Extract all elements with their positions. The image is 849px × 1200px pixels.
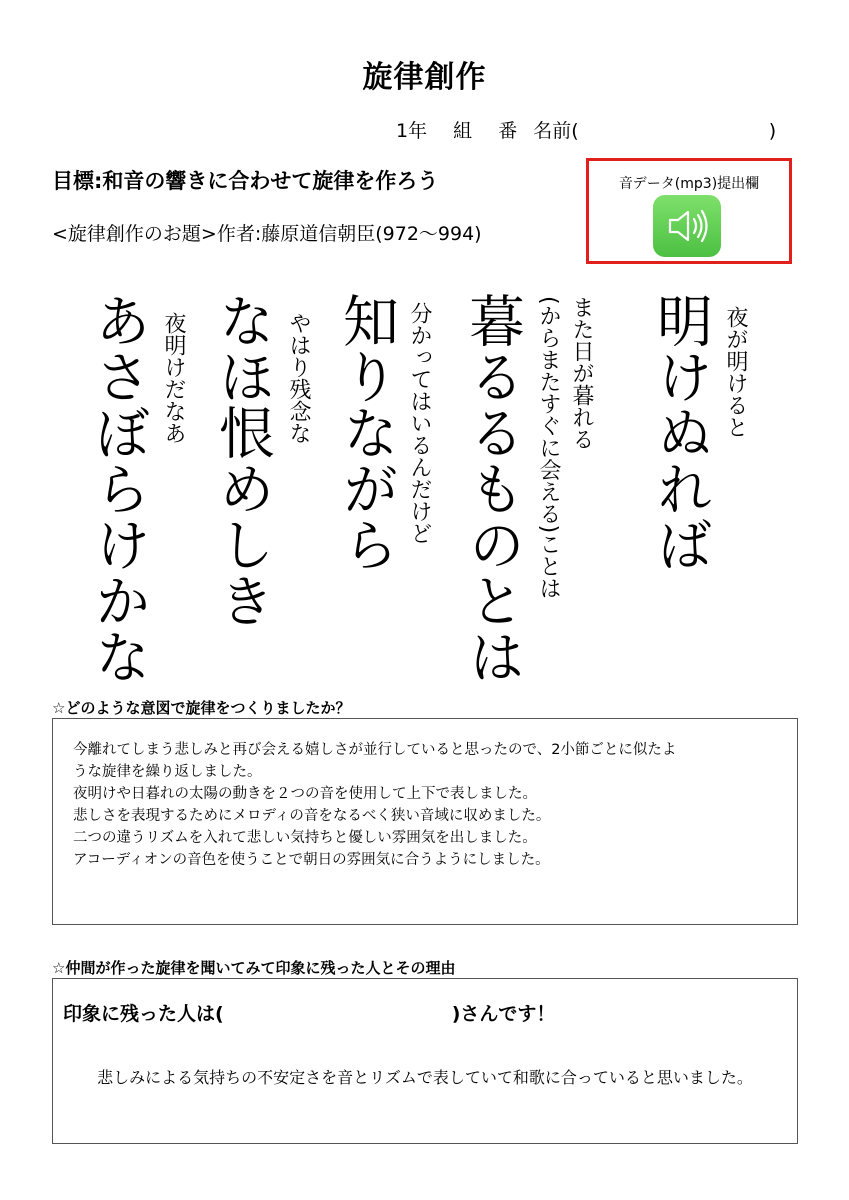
intent-answer-text — [73, 739, 781, 871]
intent-line: うな旋律を繰り返しました。 — [73, 764, 262, 780]
poem-verse-4: なほ恨めしき — [210, 292, 275, 628]
intent-line: 夜明けや日暮れの太陽の動きを２つの音を使用して上下で表しました。 — [73, 786, 537, 802]
page-title: 旋律創作 — [362, 60, 487, 95]
number-label: 番 — [498, 120, 518, 142]
intent-line: 今離れてしまう悲しみと再び会える嬉しさが並行していると思ったので、2小節ごとに似たよ — [73, 742, 677, 758]
poem-gloss-3: (からまたすぐに会える)ことは — [536, 296, 561, 600]
peer-reason-text: 悲しみによる気持ちの不安定さを音とリズムで表していて和歌に合っていると思いました。 — [97, 1068, 753, 1087]
speaker-icon — [664, 206, 710, 246]
audio-play-button[interactable] — [653, 195, 721, 257]
audio-label: 音データ(mp3)提出欄 — [618, 176, 760, 192]
poem-gloss-6: 夜明けだなあ — [161, 312, 186, 444]
poem-gloss-5: やはり残念な — [286, 312, 311, 444]
poem-verse-2: 暮るるものとは — [460, 292, 525, 684]
poem-gloss-1: 夜が明けると — [723, 306, 748, 438]
intent-answer-box[interactable] — [52, 718, 798, 925]
impress-line — [63, 999, 555, 1026]
poem-gloss-2: また日が暮れる — [569, 296, 594, 450]
peer-question: ☆仲間が作った旋律を聞いてみて印象に残った人とその理由 — [52, 959, 456, 977]
poem-verse-1: 明けぬれば — [648, 292, 713, 572]
class-label: 組 — [453, 120, 473, 142]
peer-answer-box[interactable] — [52, 978, 798, 1144]
intent-line: 悲しさを表現するためにメロディの音をなるべく狭い音域に収めました。 — [73, 808, 551, 824]
goal-text: 目標:和音の響きに合わせて旋律を作ろう — [52, 169, 439, 193]
poem-verse-5: あさぼらけかな — [86, 292, 151, 684]
intent-line: アコーディオンの音色を使うことで朝日の雰囲気に合うようにしました。 — [73, 852, 550, 868]
theme-text: <旋律創作のお題>作者:藤原道信朝臣(972〜994) — [52, 223, 482, 245]
name-line — [396, 116, 776, 143]
name-close: ) — [768, 120, 777, 142]
poem-gloss-4: 分かってはいるんだけど — [407, 302, 432, 544]
intent-question: ☆どのような意図で旋律をつくりましたか？ — [52, 699, 351, 717]
name-label: 名前( — [533, 120, 579, 142]
poem-verse-3: 知りながら — [334, 292, 399, 572]
grade-label: 1年 — [396, 120, 428, 142]
audio-submission-box — [586, 158, 792, 264]
impress-close: )さんです！ — [451, 1003, 556, 1025]
impress-open: 印象に残った人は( — [63, 1003, 224, 1025]
intent-line: 二つの違うリズムを入れて悲しい気持ちと優しい雰囲気を出しました。 — [73, 830, 537, 846]
